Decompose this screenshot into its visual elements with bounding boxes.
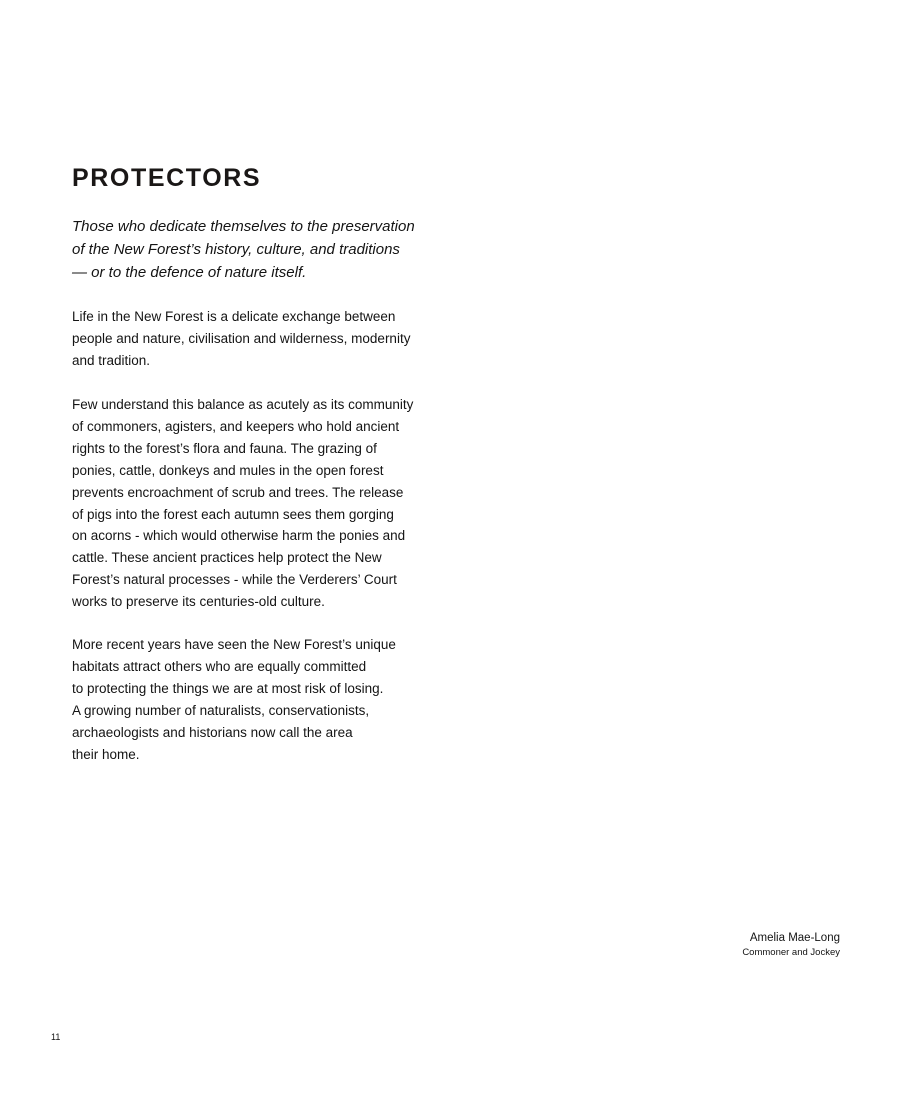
paragraph-line: Few understand this balance as acutely as its community bbox=[72, 397, 414, 412]
paragraph-line: and tradition. bbox=[72, 352, 151, 368]
lede-paragraph bbox=[72, 215, 452, 284]
paragraph-line: Life in the New Forest is a delicate exchange between bbox=[72, 309, 396, 324]
paragraph-line: ponies, cattle, donkeys and mules in the open forest bbox=[72, 462, 384, 478]
body-paragraph-1 bbox=[72, 306, 452, 372]
paragraph-line: cattle. These ancient practices help protect the New bbox=[72, 550, 382, 566]
paragraph-line: of commoners, agisters, and keepers who hold ancient bbox=[72, 418, 400, 434]
paragraph-line: of pigs into the forest each autumn sees them gorging bbox=[72, 506, 394, 522]
attribution-name: Amelia Mae-Long bbox=[749, 932, 840, 944]
photo-attribution bbox=[742, 930, 840, 959]
paragraph-line: rights to the forest’s flora and fauna. The grazing of bbox=[72, 440, 377, 456]
body-paragraph-3 bbox=[72, 634, 452, 765]
paragraph-line: Forest’s natural processes - while the Verderers’ Court bbox=[72, 572, 397, 588]
paragraph-line: More recent years have seen the New Forest’s unique bbox=[72, 637, 396, 652]
paragraph-line: people and nature, civilisation and wilderness, modernity bbox=[72, 330, 411, 346]
page-number: 11 bbox=[51, 1032, 61, 1042]
lede-line: Those who dedicate themselves to the preservation bbox=[72, 218, 415, 235]
paragraph-line: habitats attract others who are equally committed bbox=[72, 658, 367, 674]
paragraph-line: to protecting the things we are at most risk of losing. bbox=[72, 680, 384, 696]
paragraph-line: on acorns - which would otherwise harm the ponies and bbox=[72, 528, 406, 544]
body-paragraph-2 bbox=[72, 394, 452, 613]
paragraph-line: archaeologists and historians now call the area bbox=[72, 724, 353, 740]
paragraph-line: A growing number of naturalists, conservationists, bbox=[72, 702, 370, 718]
paragraph-line: their home. bbox=[72, 746, 140, 762]
paragraph-line: prevents encroachment of scrub and trees. The release bbox=[72, 484, 404, 500]
attribution-role: Commoner and Jockey bbox=[742, 947, 840, 958]
lede-line: — or to the defence of nature itself. bbox=[72, 264, 307, 281]
lede-line: of the New Forest’s history, culture, and traditions bbox=[72, 241, 400, 258]
page-title: PROTECTORS bbox=[72, 164, 262, 192]
paragraph-line: works to preserve its centuries-old culture. bbox=[72, 594, 325, 610]
